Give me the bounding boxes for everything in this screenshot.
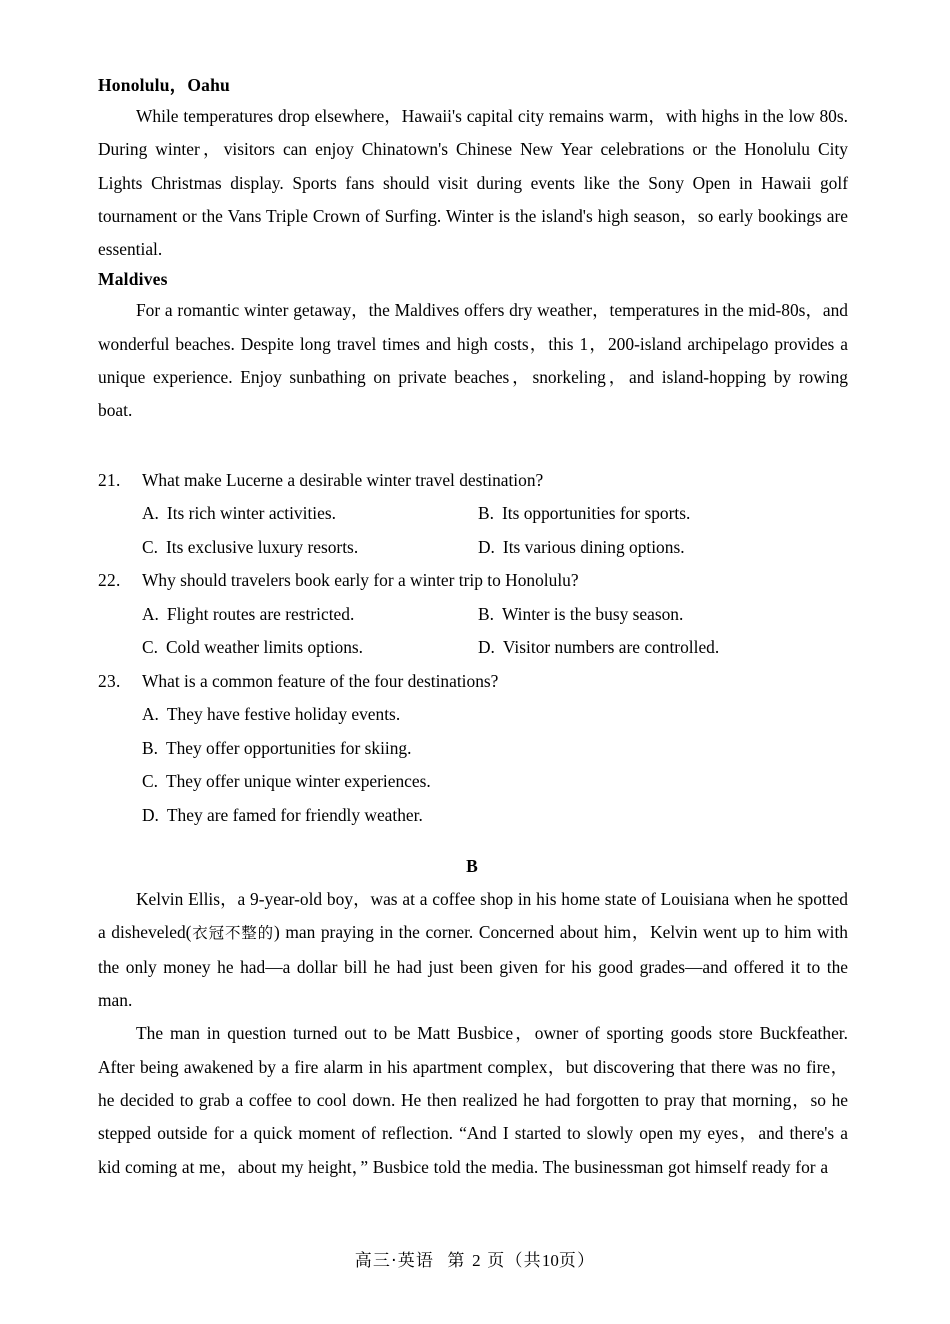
question-23-stem: What is a common feature of the four destinations? (142, 670, 499, 691)
question-23-option-c-row (98, 765, 848, 799)
passage-b-para1-part1: Kelvin Ellis，a 9-year-old boy，was at a coffee shop in his home state of Louisiana when he spotted a disheveled( (98, 889, 848, 943)
option-text: Its rich winter activities. (166, 503, 336, 524)
question-21-option-b[interactable] (478, 497, 690, 531)
option-text: Visitor numbers are controlled. (502, 637, 720, 658)
question-23-option-c[interactable] (142, 765, 431, 799)
question-21-options-row-1 (98, 497, 848, 531)
footer-subject: 高三·英语 (354, 1251, 435, 1271)
footer-page-unit: 页 (487, 1251, 506, 1271)
option-letter: C. (142, 536, 158, 557)
question-21-option-c[interactable] (142, 531, 478, 565)
page-content (98, 72, 848, 1184)
option-letter: C. (142, 637, 158, 658)
question-22-options-row-1 (98, 598, 848, 632)
option-letter: D. (478, 536, 495, 557)
question-21-stem-line (98, 464, 848, 498)
question-22 (98, 564, 848, 665)
option-text: Its opportunities for sports. (501, 503, 691, 524)
question-22-stem: Why should travelers book early for a winter trip to Honolulu? (142, 570, 579, 591)
footer-total-close: 页） (558, 1251, 596, 1271)
passage-b-paragraph-1 (98, 883, 848, 1017)
heading-maldives: Maldives (98, 269, 168, 290)
option-text: Flight routes are restricted. (166, 603, 355, 624)
question-21-number: 21. (98, 469, 121, 490)
question-23 (98, 665, 848, 833)
passage-b-gloss: 衣冠不整的 (191, 924, 274, 943)
question-21-stem: What make Lucerne a desirable winter travel destination? (142, 469, 544, 490)
option-letter: D. (142, 804, 159, 825)
option-text: Its various dining options. (502, 536, 685, 557)
question-21-option-d[interactable] (478, 531, 685, 565)
question-23-stem-line (98, 665, 848, 699)
heading-honolulu: Honolulu，Oahu (98, 75, 230, 95)
option-letter: A. (142, 503, 159, 524)
question-22-option-d[interactable] (478, 631, 719, 665)
question-22-option-a[interactable] (142, 598, 478, 632)
question-23-option-d-row (98, 799, 848, 833)
footer-total-open: （共 (505, 1251, 542, 1271)
option-letter: D. (478, 637, 495, 658)
question-23-option-d[interactable] (142, 799, 423, 833)
question-22-options-row-2 (98, 631, 848, 665)
option-text: They offer unique winter experiences. (165, 771, 431, 792)
footer-page-word: 第 (447, 1251, 466, 1271)
option-letter: B. (142, 737, 158, 758)
passage-b-para1-part2: ) man praying in the corner. Concerned about him，Kelvin went up to him with the only money he had—a dollar bill he had just been given for his good grades—and offered it to the man. (98, 922, 848, 1011)
option-letter: B. (478, 503, 494, 524)
question-23-option-a-row (98, 698, 848, 732)
option-text: They have festive holiday events. (166, 704, 401, 725)
footer-total-number: 10 (541, 1251, 559, 1270)
question-22-stem-line (98, 564, 848, 598)
spacer (98, 832, 848, 850)
question-21-options-row-2 (98, 531, 848, 565)
option-text: Winter is the busy season. (501, 603, 684, 624)
question-23-number: 23. (98, 670, 121, 691)
question-22-option-b[interactable] (478, 598, 683, 632)
page-footer (0, 1248, 950, 1274)
question-22-number: 22. (98, 570, 121, 591)
paragraph-honolulu: While temperatures drop elsewhere，Hawaii's capital city remains warm，with highs in the low 80s. During winter，visitors can enjoy Chinatown's Chinese New Year celebrations or the Honolulu City Lights Christmas display. Sports fans should visit during events like the Sony Open in Hawaii golf tournament or the Vans Triple Crown of Surfing. Winter is the island's high season，so early bookings are essential. (98, 106, 848, 260)
footer-page-number: 2 (472, 1251, 481, 1270)
option-text: Its exclusive luxury resorts. (165, 536, 359, 557)
option-letter: C. (142, 771, 158, 792)
question-22-option-c[interactable] (142, 631, 478, 665)
option-letter: B. (478, 603, 494, 624)
question-21-option-a[interactable] (142, 497, 478, 531)
option-letter: A. (142, 704, 159, 725)
question-23-option-b-row (98, 732, 848, 766)
option-text: Cold weather limits options. (165, 637, 364, 658)
question-23-option-a[interactable] (142, 698, 400, 732)
passage-b-letter: B (466, 856, 478, 877)
paragraph-maldives: For a romantic winter getaway，the Maldives offers dry weather，temperatures in the mid-80s，and wonderful beaches. Despite long travel times and high costs，this 1，200-island archipelago provides a unique experience. Enjoy sunbathing on private beaches，snorkeling，and island-hopping by rowing boat. (98, 300, 848, 421)
question-23-option-b[interactable] (142, 732, 411, 766)
spacer (98, 428, 848, 464)
option-text: They are famed for friendly weather. (166, 804, 423, 825)
option-text: They offer opportunities for skiing. (165, 737, 412, 758)
option-letter: A. (142, 603, 159, 624)
passage-b-paragraph-2: The man in question turned out to be Matt Busbice，owner of sporting goods store Buckfeather. After being awakened by a fire alarm in his apartment complex，but discovering that there was no fire，he decided to grab a coffee to cool down. He then realized he had forgotten to pray that morning，so he stepped outside for a quick moment of reflection. “And I started to slowly open my eyes，and there's a kid coming at me，about my height，” Busbice told the media. The businessman got himself ready for a (98, 1023, 848, 1177)
question-21 (98, 464, 848, 565)
